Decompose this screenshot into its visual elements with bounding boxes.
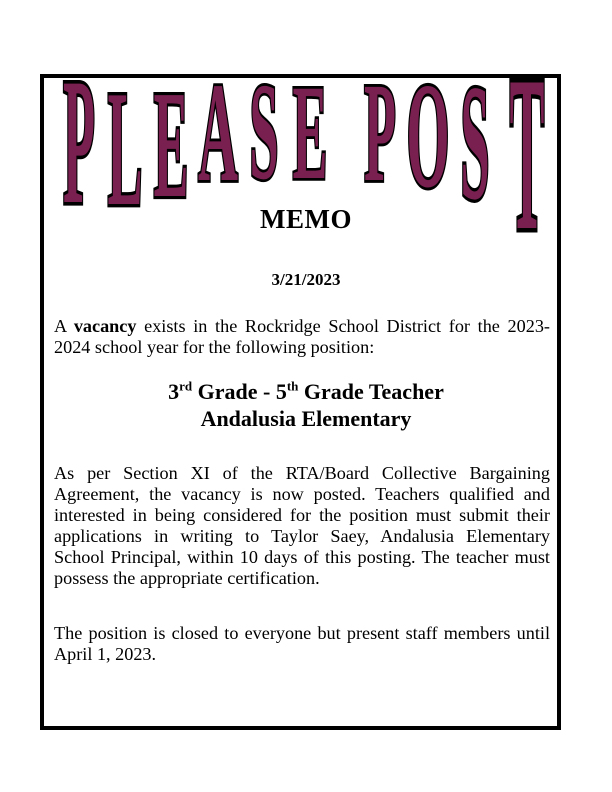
banner-letter-e-5: E [292,57,328,209]
banner-letter-e-2: E [153,58,189,230]
banner-letter-o-8: O [406,51,450,220]
closing-date-paragraph: The position is closed to everyone but present staff members until April 1, 2023. [54,623,550,664]
posting-details-paragraph: As per Section XI of the RTA/Board Collective Bargaining Agreement, the vacancy is now posted. Teachers qualified and interested in being considered for the position must submit their applications in writing to Taylor Saey, Andalusia Elementary School Principal, within 10 days of this posting. The teacher must possess the appropriate certification. [54,463,550,588]
banner-letter-a-3: A [197,54,239,212]
banner-letter-l-1: L [107,55,143,241]
vacancy-emphasis: vacancy [73,316,137,336]
banner-letter-s-9: S [460,49,490,235]
banner-letter-p-7: P [364,55,396,212]
memo-date: 3/21/2023 [271,270,341,289]
vacancy-paragraph [54,316,550,358]
position-school: Andalusia Elementary [200,406,412,431]
memo-title: MEMO [260,204,352,234]
banner-letter-t-10: T [509,29,545,277]
banner-letter-p-0: P [63,40,95,242]
position-heading [0,378,612,432]
vacancy-text-after: exists in the Rockridge School District for the 2023-2024 school year for the following position: [54,316,550,357]
vacancy-text-before: A [54,316,74,336]
position-title: 3rd Grade - 5th Grade Teacher [168,378,444,404]
banner-letter-s-4: S [249,53,279,209]
